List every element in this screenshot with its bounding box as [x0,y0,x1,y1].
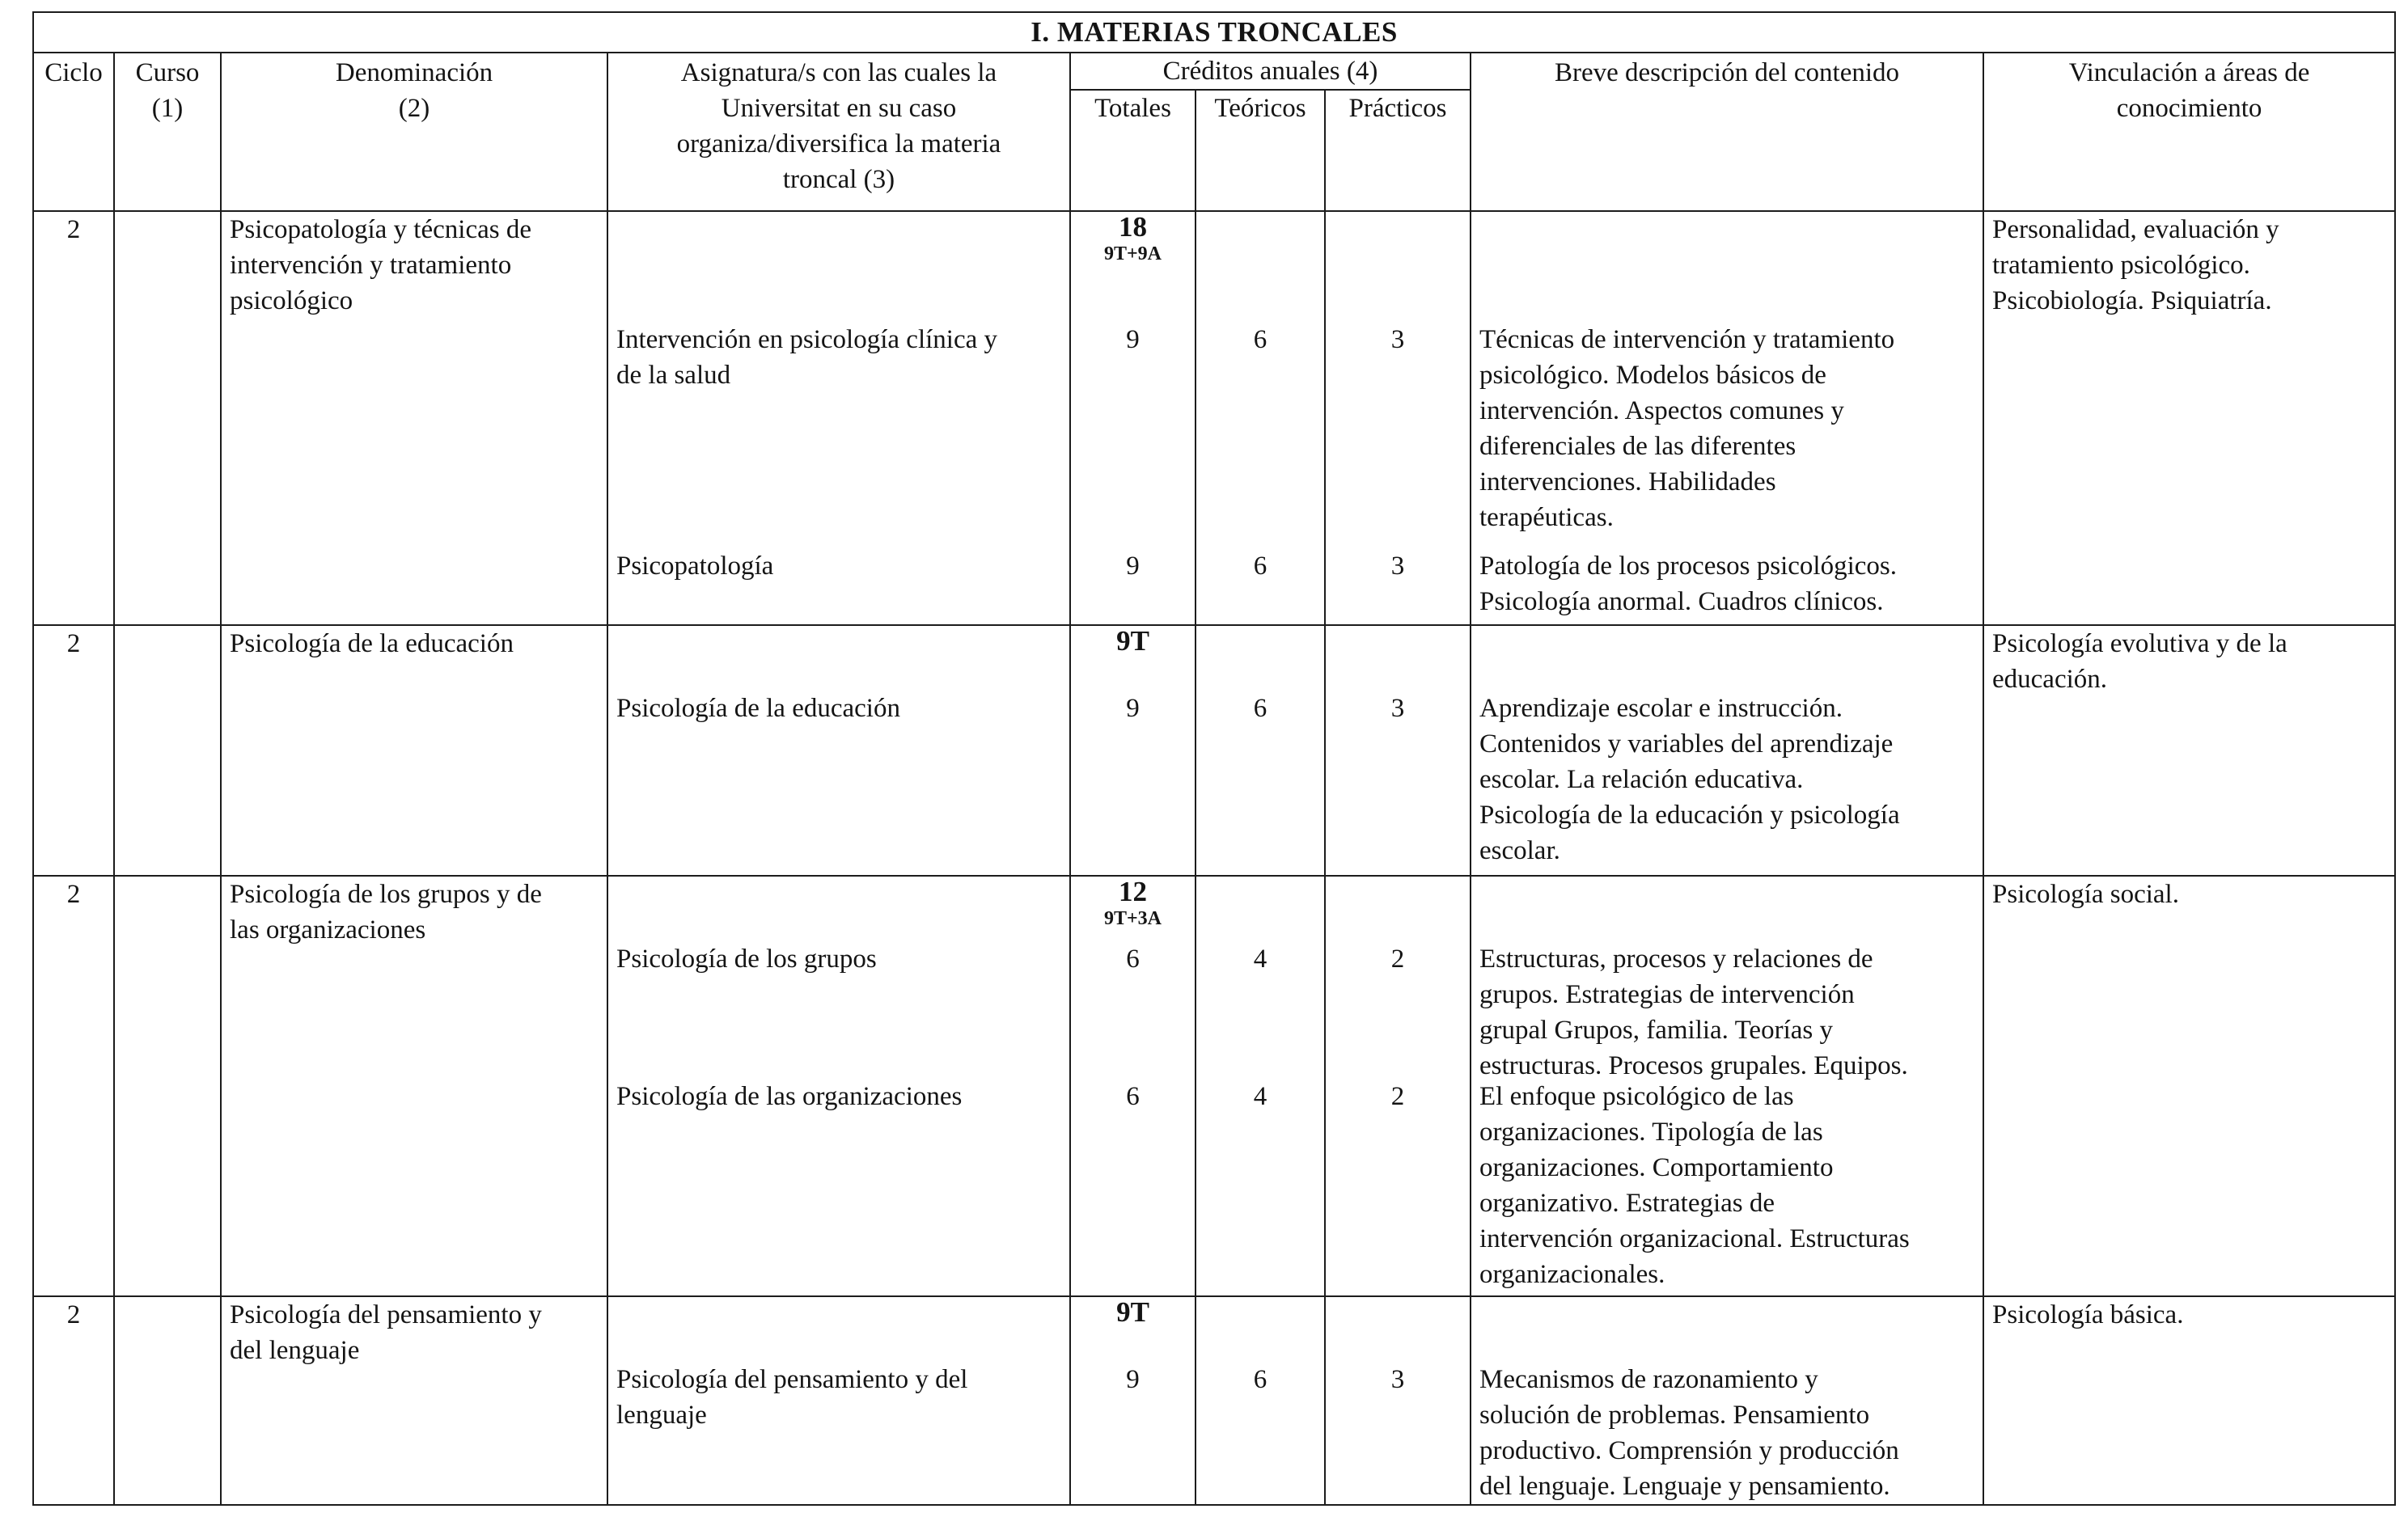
curso-cell [114,1296,221,1505]
teoricos-cell [1196,876,1325,1296]
subject-name-line: Psicología de los grupos [616,945,877,974]
materias-troncales-table [32,11,2396,1506]
subject-name [616,1079,1064,1114]
vinculacion-line: educación. [1992,665,2108,694]
descripcion-cell-inner [1479,1297,1978,1502]
subject-name-line: Psicología de las organizaciones [616,1082,963,1111]
header-denominacion [221,53,607,211]
description-line: Contenidos y variables del aprendizaje [1479,729,1894,759]
subject-description [1479,941,1978,1084]
practicos-cell [1325,1296,1471,1505]
header-creditos: Créditos anuales (4) [1070,53,1471,90]
subject-totales: 9 [1126,694,1140,723]
descripcion-cell-inner [1479,877,1978,1294]
teoricos-cell-inner [1196,1297,1324,1502]
header-asignaturas-line-1: Asignatura/s con las cuales la [680,58,997,87]
description-line: diferenciales de las diferentes [1479,432,1796,461]
denominacion-cell [221,1296,607,1505]
vinculacion-line: Psicología social. [1992,880,2179,909]
denominacion-cell [221,625,607,876]
teoricos-cell-inner [1196,877,1324,1294]
totales-cell [1070,1296,1196,1505]
curso-cell [114,876,221,1296]
description-line: estructuras. Procesos grupales. Equipos. [1479,1051,1908,1080]
subject-teoricos: 6 [1253,1365,1267,1394]
total-credits-breakdown: 9T+9A [1103,243,1162,264]
subject-description [1479,691,1978,868]
asignaturas-cell [607,211,1070,625]
subject-description [1479,322,1978,535]
asignaturas-cell-inner [616,1297,1064,1502]
subject-name [616,941,1064,977]
description-line: grupos. Estrategias de intervención [1479,980,1855,1009]
total-credits-main: 12 [1119,876,1147,907]
description-line: intervenciones. Habilidades [1479,467,1776,497]
subject-name-line: Intervención en psicología clínica y [616,325,997,354]
table-row [33,1296,2395,1505]
denominacion-line: las organizaciones [230,915,426,945]
description-line: grupal Grupos, familia. Teorías y [1479,1016,1833,1045]
descripcion-cell-inner [1479,212,1978,623]
description-line: solución de problemas. Pensamiento [1479,1401,1870,1430]
table-row [33,211,2395,625]
teoricos-cell [1196,211,1325,625]
curso-cell [114,625,221,876]
header-curso-label: Curso [135,58,200,87]
denominacion-line: Psicopatología y técnicas de [230,215,531,244]
totales-cell [1070,876,1196,1296]
subject-name-line: Psicología del pensamiento y del [616,1365,968,1394]
vinculacion-line: tratamiento psicológico. [1992,251,2250,280]
totales-cell [1070,625,1196,876]
description-line: terapéuticas. [1479,503,1614,532]
header-asignaturas [607,53,1070,211]
subject-name [616,548,1064,584]
total-credits [1071,877,1195,930]
practicos-cell [1325,625,1471,876]
asignaturas-cell [607,625,1070,876]
header-asignaturas-line-4: troncal (3) [782,165,895,194]
subject-name [616,322,1064,393]
header-asignaturas-line-3: organiza/diversifica la materia [676,129,1001,158]
header-vinculacion [1983,53,2395,211]
description-line: Psicología de la educación y psicología [1479,801,1900,830]
header-vinculacion-line-1: Vinculación a áreas de [2068,58,2310,87]
description-line: Aprendizaje escolar e instrucción. [1479,694,1843,723]
description-line: escolar. [1479,836,1560,865]
totales-cell-inner [1071,877,1195,1294]
practicos-cell-inner [1326,626,1470,873]
description-line: organizaciones. Tipología de las [1479,1118,1823,1147]
table-row [33,876,2395,1296]
header-practicos: Prácticos [1325,90,1471,211]
description-line: intervención. Aspectos comunes y [1479,396,1844,425]
totales-cell [1070,211,1196,625]
header-teoricos: Teóricos [1196,90,1325,211]
teoricos-cell [1196,625,1325,876]
vinculacion-cell [1983,211,2395,625]
subject-teoricos: 4 [1253,945,1267,974]
description-line: productivo. Comprensión y producción [1479,1436,1899,1465]
subject-name-line: lenguaje [616,1401,707,1430]
header-denominacion-label: Denominación [335,58,493,87]
denominacion-line: Psicología de la educación [230,629,514,658]
vinculacion-cell [1983,876,2395,1296]
totales-cell-inner [1071,626,1195,873]
curso-cell [114,211,221,625]
practicos-cell [1325,211,1471,625]
description-line: organizaciones. Comportamiento [1479,1153,1834,1182]
subject-description [1479,1362,1978,1504]
subject-name-line: Psicología de la educación [616,694,900,723]
header-asignaturas-line-2: Universitat en su caso [721,94,957,123]
vinculacion-cell [1983,625,2395,876]
ciclo-cell: 2 [33,1296,114,1505]
denominacion-line: psicológico [230,286,353,315]
subject-teoricos: 6 [1253,694,1267,723]
vinculacion-line: Psicología evolutiva y de la [1992,629,2287,658]
subject-practicos: 3 [1390,1365,1405,1394]
subject-description [1479,1079,1978,1292]
descripcion-cell-inner [1479,626,1978,873]
total-credits-main: 18 [1119,211,1147,243]
description-line: intervención organizacional. Estructuras [1479,1224,1910,1253]
subject-practicos: 3 [1390,552,1405,581]
subject-totales: 6 [1126,1082,1140,1111]
subject-totales: 9 [1126,552,1140,581]
description-line: psicológico. Modelos básicos de [1479,361,1826,390]
denominacion-line: Psicología de los grupos y de [230,880,542,909]
asignaturas-cell [607,876,1070,1296]
ciclo-cell: 2 [33,625,114,876]
ciclo-cell: 2 [33,876,114,1296]
total-credits-breakdown: 9T+3A [1103,908,1162,929]
ciclo-cell: 2 [33,211,114,625]
descripcion-cell [1471,625,1983,876]
header-denominacion-note: (2) [398,94,430,123]
teoricos-cell [1196,1296,1325,1505]
practicos-cell-inner [1326,212,1470,623]
description-line: Patología de los procesos psicológicos. [1479,552,1898,581]
header-ciclo: Ciclo [33,53,114,211]
vinculacion-line: Psicología básica. [1992,1300,2184,1329]
total-credits-main: 9T [1116,1296,1149,1328]
subject-name [616,691,1064,726]
teoricos-cell-inner [1196,626,1324,873]
asignaturas-cell [607,1296,1070,1505]
table-row [33,625,2395,876]
vinculacion-cell [1983,1296,2395,1505]
subject-totales: 6 [1126,945,1140,974]
teoricos-cell-inner [1196,212,1324,623]
description-line: Mecanismos de razonamiento y [1479,1365,1818,1394]
description-line: Estructuras, procesos y relaciones de [1479,945,1873,974]
description-line: Psicología anormal. Cuadros clínicos. [1479,587,1884,616]
total-credits [1071,626,1195,657]
asignaturas-cell-inner [616,212,1064,623]
asignaturas-cell-inner [616,877,1064,1294]
asignaturas-cell-inner [616,626,1064,873]
practicos-cell-inner [1326,877,1470,1294]
total-credits [1071,1297,1195,1328]
subject-teoricos: 4 [1253,1082,1267,1111]
description-line: Técnicas de intervención y tratamiento [1479,325,1895,354]
subject-practicos: 3 [1390,694,1405,723]
vinculacion-line: Psicobiología. Psiquiatría. [1992,286,2272,315]
totales-cell-inner [1071,1297,1195,1502]
subject-teoricos: 6 [1253,325,1267,354]
denominacion-line: Psicología del pensamiento y [230,1300,542,1329]
descripcion-cell [1471,1296,1983,1505]
subject-practicos: 2 [1390,1082,1405,1111]
header-curso-note: (1) [151,94,184,123]
subject-totales: 9 [1126,325,1140,354]
subject-name [616,1362,1064,1433]
denominacion-cell [221,211,607,625]
table-title: I. MATERIAS TRONCALES [33,12,2395,53]
description-line: organizacionales. [1479,1260,1665,1289]
subject-name-line: de la salud [616,361,731,390]
header-totales: Totales [1070,90,1196,211]
totales-cell-inner [1071,212,1195,623]
denominacion-cell [221,876,607,1296]
subject-totales: 9 [1126,1365,1140,1394]
descripcion-cell [1471,876,1983,1296]
total-credits [1071,212,1195,265]
descripcion-cell [1471,211,1983,625]
document-sheet [32,11,2394,1499]
subject-description [1479,548,1978,619]
practicos-cell-inner [1326,1297,1470,1502]
subject-teoricos: 6 [1253,552,1267,581]
header-curso [114,53,221,211]
header-vinculacion-line-2: conocimiento [2116,94,2262,123]
description-line: del lenguaje. Lenguaje y pensamiento. [1479,1472,1890,1501]
total-credits-main: 9T [1116,625,1149,657]
header-descripcion: Breve descripción del contenido [1471,53,1983,211]
subject-name-line: Psicopatología [616,552,774,581]
description-line: El enfoque psicológico de las [1479,1082,1794,1111]
description-line: escolar. La relación educativa. [1479,765,1804,794]
practicos-cell [1325,876,1471,1296]
vinculacion-line: Personalidad, evaluación y [1992,215,2279,244]
denominacion-line: del lenguaje [230,1336,360,1365]
subject-practicos: 2 [1390,945,1405,974]
subject-practicos: 3 [1390,325,1405,354]
denominacion-line: intervención y tratamiento [230,251,512,280]
description-line: organizativo. Estrategias de [1479,1189,1775,1218]
